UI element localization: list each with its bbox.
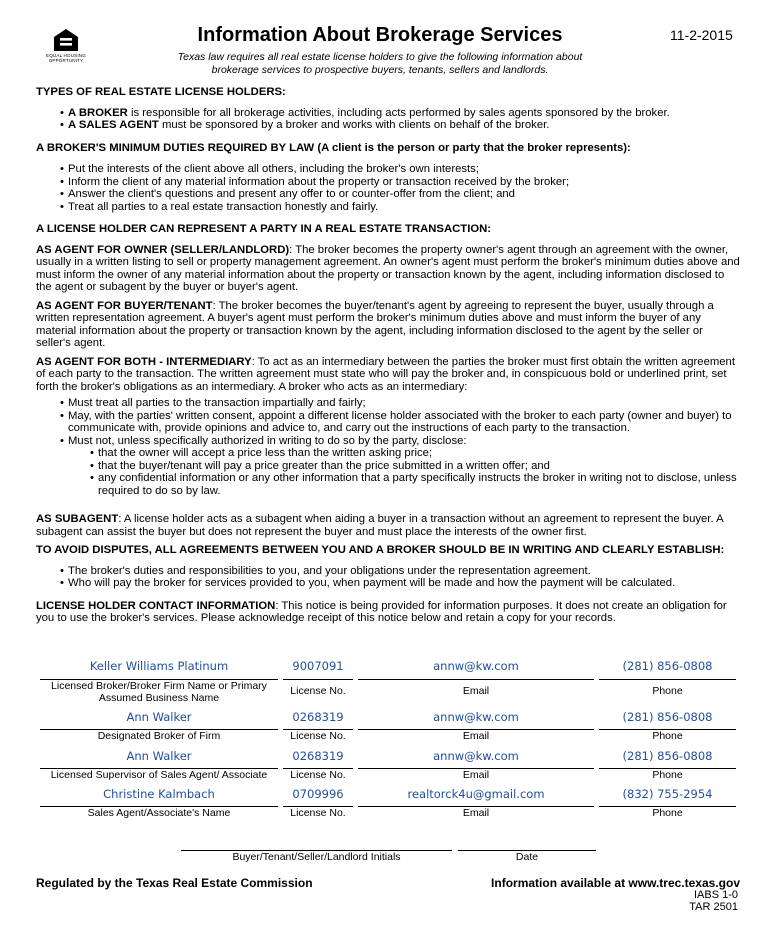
contact-info: LICENSE HOLDER CONTACT INFORMATION: This notice is being provided for information purposes. It does not create an obligation for you to use the broker's services. Please acknowledge receipt of this notice below and retain a copy for your records. <box>36 599 727 624</box>
duties-heading: A BROKER'S MINIMUM DUTIES REQUIRED BY LAW (A client is the person or party that the broker represents): <box>36 141 631 154</box>
supervisor-email-label: Email <box>462 769 490 781</box>
agent-for-owner: AS AGENT FOR OWNER (SELLER/LANDLORD): The broker becomes the property owner's agent through an agreement with the owner, usually in a written listing to sell or property management agreement. An owner's agent must perform the broker's minimum duties above and must inform the owner of any material information about the property or transaction known by the agent, including information disclosed to the agent or subagent by the buyer or buyer's agent. <box>36 243 740 293</box>
as-subagent: AS SUBAGENT: A license holder acts as a subagent when aiding a buyer in a transaction without an agreement to represent the buyer. A subagent can assist the buyer but does not represent the buyer and must place the interests of the owner first. <box>36 513 724 538</box>
supervisor-phone-value[interactable]: (281) 856-0808 <box>622 749 713 763</box>
list-item: • Who will pay the broker for services provided to you, when payment will be made and how the payment will be calculated. <box>68 577 740 590</box>
form-code-tar: TAR 2501 <box>689 900 738 913</box>
designated-email-value[interactable]: annw@kw.com <box>433 710 519 724</box>
sales-agent-phone-value[interactable]: (832) 755-2954 <box>622 787 713 801</box>
list-item: • that the buyer/tenant will pay a price greater than the price submitted in a written offer; and <box>98 460 740 473</box>
list-item: • Must not, unless specifically authorized in writing to do so by the party, disclose: • that the owner will accept a price less than the written asking price; • that the buyer/tenant will pay a price greater than the price submitted in a written offer; and • any confidential information or any other information that a party specifically instructs the broker in writing not to disclose, unless required to do so by law. <box>68 435 740 498</box>
form-code-iabs: IABS 1-0 <box>693 889 738 901</box>
list-item: • any confidential information or any other information that a party specifically instructs the broker in writing not to disclose, unless required to do so by law. <box>98 472 740 497</box>
sales-agent-email-label: Email <box>462 807 490 819</box>
broker-firm-name-label: Licensed Broker/Broker Firm Name or Primary Assumed Business Name <box>51 680 267 704</box>
sales-agent-license-label: License No. <box>290 807 346 819</box>
footer-info-link[interactable]: Information available at www.trec.texas.gov <box>491 876 740 890</box>
disputes-list <box>36 565 740 590</box>
broker-license-label: License No. <box>290 685 346 697</box>
list-item: • A BROKER is responsible for all brokerage activities, including acts performed by sales agents sponsored by the broker. <box>68 107 740 120</box>
sales-agent-phone-label: Phone <box>652 807 683 819</box>
logo-text-line1: EQUAL HOUSING <box>46 53 86 58</box>
designated-license-label: License No. <box>290 730 346 742</box>
list-item: • Put the interests of the client above all others, including the broker's own interests; <box>68 163 740 176</box>
supervisor-email-value[interactable]: annw@kw.com <box>433 749 519 763</box>
sales-agent-name-label: Sales Agent/Associate's Name <box>87 807 231 819</box>
designated-broker-value[interactable]: Ann Walker <box>126 710 192 724</box>
broker-phone-value[interactable]: (281) 856-0808 <box>622 659 713 673</box>
list-item: • A SALES AGENT must be sponsored by a broker and works with clients on behalf of the broker. <box>68 119 740 132</box>
list-item: • Inform the client of any material information about the property or transaction received by the broker; <box>68 176 740 189</box>
supervisor-license-value[interactable]: 0268319 <box>292 749 344 763</box>
page-title: Information About Brokerage Services <box>197 24 563 46</box>
list-item: • Answer the client's questions and present any offer to or counter-offer from the client; and <box>68 188 740 201</box>
duties-list <box>36 163 740 213</box>
supervisor-license-label: License No. <box>290 769 346 781</box>
broker-license-value[interactable]: 9007091 <box>292 659 344 673</box>
footer-regulated: Regulated by the Texas Real Estate Commission <box>36 876 313 890</box>
subtitle-line1: Texas law requires all real estate license holders to give the following information about <box>177 51 583 63</box>
subtitle <box>120 51 640 76</box>
types-heading: TYPES OF REAL ESTATE LICENSE HOLDERS: <box>36 86 286 98</box>
represent-heading: A LICENSE HOLDER CAN REPRESENT A PARTY IN A REAL ESTATE TRANSACTION: <box>36 223 492 235</box>
sales-agent-email-value[interactable]: realtorck4u@gmail.com <box>407 787 545 801</box>
designated-email-label: Email <box>462 730 490 742</box>
main-content <box>36 86 740 625</box>
list-item: • May, with the parties' written consent, appoint a different license holder associated with the broker to each party (owner and buyer) to communicate with, provide opinions and advice to, and carry out the instructions of each party to the transaction. <box>68 410 740 435</box>
broker-firm-name-value[interactable]: Keller Williams Platinum <box>89 659 229 673</box>
disclose-list <box>68 447 740 497</box>
form-date: 11-2-2015 <box>670 27 733 43</box>
designated-phone-label: Phone <box>652 730 683 742</box>
subtitle-line2: brokerage services to prospective buyers, tenants, sellers and landlords. <box>211 63 549 76</box>
date-label: Date <box>515 851 539 863</box>
broker-phone-label: Phone <box>652 685 683 697</box>
agent-for-both: AS AGENT FOR BOTH - INTERMEDIARY: To act as an intermediary between the parties the broker must first obtain the written agreement of each party to the transaction. The written agreement must state who will pay the broker and, in conspicuous bold or underlined print, set forth the broker's obligations as an intermediary. A broker who acts as an intermediary: <box>36 355 735 393</box>
list-item: • Treat all parties to a real estate transaction honestly and fairly. <box>68 201 740 214</box>
supervisor-name-value[interactable]: Ann Walker <box>126 749 192 763</box>
initials-label: Buyer/Tenant/Seller/Landlord Initials <box>232 851 401 863</box>
supervisor-name-label: Licensed Supervisor of Sales Agent/ Associate <box>50 769 268 781</box>
house-icon <box>53 28 79 52</box>
logo-text-line2: OPPORTUNITY <box>48 58 84 63</box>
form-codes <box>600 890 738 913</box>
agent-for-buyer: AS AGENT FOR BUYER/TENANT: The broker becomes the buyer/tenant's agent by agreeing to represent the buyer, usually through a written representation agreement. A buyer's agent must perform the broker's minimum duties above and must inform the buyer of any material information about the property or transaction known by the agent, including information disclosed to the agent by the seller or seller's agent. <box>36 299 714 349</box>
sales-agent-name-value[interactable]: Christine Kalmbach <box>103 787 215 801</box>
sales-agent-license-value[interactable]: 0709996 <box>292 787 344 801</box>
disputes-heading: TO AVOID DISPUTES, ALL AGREEMENTS BETWEEN YOU AND A BROKER SHOULD BE IN WRITING AND CLEARLY ESTABLISH: <box>36 544 725 556</box>
equal-housing-logo <box>38 28 94 78</box>
supervisor-phone-label: Phone <box>652 769 683 781</box>
list-item: • that the owner will accept a price less than the written asking price; <box>98 447 740 460</box>
broker-email-label: Email <box>462 685 490 697</box>
intermediary-list <box>36 397 740 497</box>
types-list <box>36 107 740 132</box>
list-item: • The broker's duties and responsibilities to you, and your obligations under the representation agreement. <box>68 565 740 578</box>
designated-broker-label: Designated Broker of Firm <box>97 730 221 742</box>
broker-email-value[interactable]: annw@kw.com <box>433 659 519 673</box>
designated-phone-value[interactable]: (281) 856-0808 <box>622 710 713 724</box>
designated-license-value[interactable]: 0268319 <box>292 710 344 724</box>
list-item: • Must treat all parties to the transaction impartially and fairly; <box>68 397 740 410</box>
